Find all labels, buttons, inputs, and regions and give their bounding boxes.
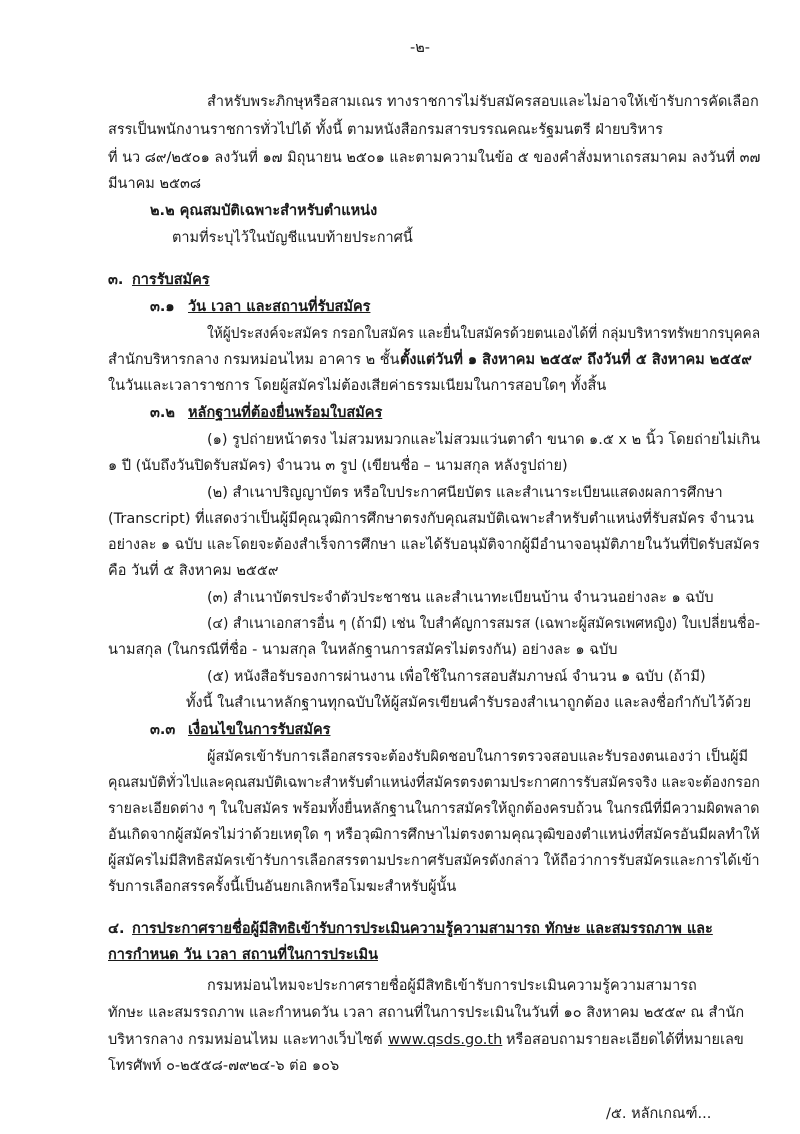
section-3-2-line-4: (Transcript) ที่แสดงว่าเป็นผู้มีคุณวุฒิการศึกษาตรงกับคุณสมบัติเฉพาะสำหรับตำแหน่งที่รับสมัคร จำนวน: [108, 511, 754, 527]
application-period: ตั้งแต่วันที่ ๑ สิงหาคม ๒๕๕๙ ถึงวันที่ ๕ สิงหาคม ๒๕๕๙: [400, 352, 752, 368]
section-3-2-line-6: คือ วันที่ ๕ สิงหาคม ๒๕๕๙: [108, 563, 279, 579]
section-3-heading: การรับสมัคร: [132, 272, 210, 288]
section-4-line-3-tail: หรือสอบถามรายละเอียดได้ที่หมายเลข: [506, 1032, 744, 1048]
section-3-2-line-11: ทั้งนี้ ในสำเนาหลักฐานทุกฉบับให้ผู้สมัครเขียนคำรับรองสำเนาถูกต้อง และลงชื่อกำกับไว้ด้วย: [186, 695, 752, 711]
section-3-number: ๓.: [108, 272, 124, 288]
intro-line-4: มีนาคม ๒๕๓๘: [108, 176, 202, 192]
section-3-1-heading: วัน เวลา และสถานที่รับสมัคร: [188, 299, 371, 315]
intro-line-1: สำหรับพระภิกษุหรือสามเณร ทางราชการไม่รับสมัครสอบและไม่อาจให้เข้ารับการคัดเลือก: [207, 94, 759, 110]
section-2-2-heading: ๒.๒ คุณสมบัติเฉพาะสำหรับตำแหน่ง: [150, 203, 378, 219]
section-3-3-line-3: รายละเอียดต่าง ๆ ในใบสมัคร พร้อมทั้งยื่นหลักฐานในการสมัครให้ถูกต้องครบถ้วน ในกรณีที่มีความผิดพลาด: [108, 801, 760, 817]
section-4-heading-1: การประกาศรายชื่อผู้มีสิทธิเข้ารับการประเมินความรู้ความสามารถ ทักษะ และสมรรถภาพ และ: [132, 921, 713, 937]
section-3-2-line-5: อย่างละ ๑ ฉบับ และโดยจะต้องสำเร็จการศึกษา และได้รับอนุมัติจากผู้มีอำนาจอนุมัติภายในวันที่ปิดรับสมัคร: [108, 537, 760, 553]
section-3-3-line-6: รับการเลือกสรรครั้งนี้เป็นอันยกเลิกหรือโมฆะสำหรับผู้นั้น: [108, 879, 457, 895]
section-3-2-line-2: ๑ ปี (นับถึงวันปิดรับสมัคร) จำนวน ๓ รูป (เขียนชื่อ – นามสกุล หลังรูปถ่าย): [108, 458, 568, 474]
section-3-3-line-2: คุณสมบัติทั่วไปและคุณสมบัติเฉพาะสำหรับตำแหน่งที่สมัครตรงตามประกาศการรับสมัครจริง และจะต้องกรอก: [108, 775, 760, 791]
footer-next-page: /๕. หลักเกณฑ์...: [606, 1106, 712, 1122]
section-3-3-line-1: ผู้สมัครเข้ารับการเลือกสรรจะต้องรับผิดชอบในการตรวจสอบและรับรองตนเองว่า เป็นผู้มี: [207, 749, 748, 765]
section-3-2-line-9: นามสกุล (ในกรณีที่ชื่อ - นามสกุล ในหลักฐานการสมัครไม่ตรงกัน) อย่างละ ๑ ฉบับ: [108, 642, 618, 658]
intro-line-2: สรรเป็นพนักงานราชการทั่วไปได้ ทั้งนี้ ตามหนังสือกรมสารบรรณคณะรัฐมนตรี ฝ่ายบริหาร: [108, 122, 664, 138]
section-3-1-line-2: สำนักบริหารกลาง กรมหม่อนไหม อาคาร ๒ ชั้น: [108, 352, 400, 368]
section-3-2-line-7: (๓) สำเนาบัตรประจำตัวประชาชน และสำเนาทะเบียนบ้าน จำนวนอย่างละ ๑ ฉบับ: [207, 590, 714, 606]
section-3-1-line-3: ในวันและเวลาราชการ โดยผู้สมัครไม่ต้องเสียค่าธรรมเนียมในการสอบใดๆ ทั้งสิ้น: [108, 378, 607, 394]
section-3-3-line-4: อันเกิดจากผู้สมัครไม่ว่าด้วยเหตุใด ๆ หรือวุฒิการศึกษาไม่ตรงตามคุณวุฒิของตำแหน่งที่สมัครอันมีผลทำให้: [108, 827, 760, 843]
section-3-3-heading: เงื่อนไขในการรับสมัคร: [188, 722, 331, 738]
intro-line-3: ที่ นว ๘๙/๒๕๐๑ ลงวันที่ ๑๗ มิถุนายน ๒๕๐๑ และตามความในข้อ ๕ ของคำสั่งมหาเถรสมาคม ลงวันที่ ๓๗: [108, 150, 761, 166]
website-link[interactable]: www.qsds.go.th: [388, 1032, 503, 1048]
section-4-line-2: ทักษะ และสมรรถภาพ และกำหนดวัน เวลา สถานที่ในการประเมินในวันที่ ๑๐ สิงหาคม ๒๕๕๙ ณ สำนัก: [108, 1005, 745, 1021]
section-3-2-line-10: (๕) หนังสือรับรองการผ่านงาน เพื่อใช้ในการสอบสัมภาษณ์ จำนวน ๑ ฉบับ (ถ้ามี): [207, 669, 706, 685]
section-4-heading-2: การกำหนด วัน เวลา สถานที่ในการประเมิน: [108, 947, 378, 963]
section-3-2-heading: หลักฐานที่ต้องยื่นพร้อมใบสมัคร: [188, 405, 383, 421]
section-4-line-4: โทรศัพท์ ๐-๒๕๕๘-๗๙๒๔-๖ ต่อ ๑๐๖: [108, 1058, 340, 1074]
section-3-3-line-5: ผู้สมัครไม่มีสิทธิสมัครเข้ารับการเลือกสรรตามประกาศรับสมัครดังกล่าว ให้ถือว่าการรับสมัครและการได้เข้า: [108, 853, 760, 869]
section-3-2-number: ๓.๒: [150, 405, 175, 421]
section-3-2-line-3: (๒) สำเนาปริญญาบัตร หรือใบประกาศนียบัตร และสำเนาระเบียนแสดงผลการศึกษา: [207, 485, 723, 501]
section-4-line-3: บริหารกลาง กรมหม่อนไหม และทางเว็บไซต์: [108, 1032, 383, 1048]
section-3-3-number: ๓.๓: [150, 722, 176, 738]
section-3-2-line-8: (๔) สำเนาเอกสารอื่น ๆ (ถ้ามี) เช่น ใบสำคัญการสมรส (เฉพาะผู้สมัครเพศหญิง) ใบเปลี่ยนชื่อ-: [207, 616, 761, 632]
page-number: -๒-: [410, 40, 431, 56]
section-2-2-text: ตามที่ระบุไว้ในบัญชีแนบท้ายประกาศนี้: [172, 230, 413, 246]
section-4-number: ๔.: [108, 921, 125, 937]
section-3-1-line-1: ให้ผู้ประสงค์จะสมัคร กรอกใบสมัคร และยื่นใบสมัครด้วยตนเองได้ที่ กลุ่มบริหารทรัพยากรบุคคล: [207, 326, 761, 342]
section-3-1-number: ๓.๑: [150, 299, 175, 315]
section-4-line-1: กรมหม่อนไหมจะประกาศรายชื่อผู้มีสิทธิเข้ารับการประเมินความรู้ความสามารถ: [207, 978, 697, 994]
section-3-2-line-1: (๑) รูปถ่ายหน้าตรง ไม่สวมหมวกและไม่สวมแว่นตาดำ ขนาด ๑.๕ x ๒ นิ้ว โดยถ่ายไม่เกิน: [207, 432, 761, 448]
